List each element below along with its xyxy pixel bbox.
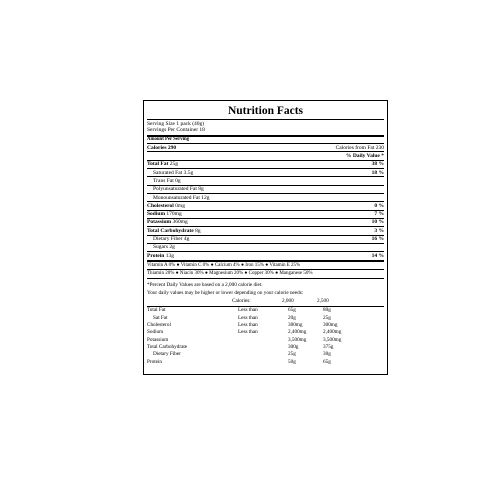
- nutrient-dv: 10 %: [371, 219, 384, 226]
- table-cell: Sat Fat: [153, 314, 168, 321]
- table-row: [147, 360, 358, 367]
- nutrient-dv: 3 %: [374, 227, 384, 234]
- nutrient-amount: 8g: [198, 186, 204, 193]
- calories-text: Calories 290: [147, 144, 177, 151]
- nutrient-amount: 0mg: [175, 202, 185, 209]
- table-cell: 65g: [288, 307, 296, 314]
- table-cell: 2,400mg: [323, 329, 342, 336]
- table-cell: 65g: [323, 358, 331, 365]
- nutrient-row-trans-fat: [147, 177, 384, 184]
- nutrient-label: Protein: [147, 252, 165, 259]
- table-cell: Cholesterol: [147, 322, 171, 329]
- nutrient-amount: 2g: [169, 244, 175, 251]
- nutrient-label: Saturated Fat: [153, 169, 183, 176]
- table-cell: Sodium: [147, 329, 164, 336]
- footnote: [147, 283, 384, 367]
- table-cell: 3,500mg: [288, 336, 307, 343]
- label-title: Nutrition Facts: [227, 105, 304, 117]
- table-cell: 3,500mg: [323, 336, 342, 343]
- nutrient-label: Sodium: [147, 211, 166, 218]
- footnote-line-1: *Percent Daily Values are based on a 2,000 calorie diet.: [147, 282, 263, 289]
- table-cell: Potassium: [147, 336, 169, 343]
- table-header-row: [147, 299, 352, 306]
- nutrient-row-cholesterol: [147, 202, 384, 209]
- table-cell: [238, 360, 288, 367]
- nutrient-row-potassium: [147, 219, 384, 226]
- nutrient-amount: 4g: [183, 236, 190, 243]
- table-cell: Protein: [147, 358, 162, 365]
- nutrient-dv: 16 %: [371, 236, 384, 243]
- nutrient-amount: 360mg: [172, 219, 188, 226]
- nutrient-row-poly-fat: [147, 186, 384, 193]
- vitamins-line-1: Vitamin A 0% ● Vitamin C 0% ● Calcium 4% ● Iron 15% ● Vitamin E 25%: [147, 262, 301, 268]
- nutrient-amount: 13g: [165, 252, 174, 259]
- footnote-line-2: Your daily values may be higher or lower depending on your calorie needs:: [147, 289, 304, 296]
- nutrition-facts-label: [143, 100, 388, 375]
- nutrient-amount: 25g: [169, 161, 178, 168]
- table-cell: 30g: [323, 351, 331, 358]
- nutrient-amount: 8g: [195, 227, 201, 234]
- table-cell: Total Fat: [147, 307, 166, 314]
- nutrient-row-sodium: [147, 211, 384, 218]
- nutrient-dv: 14 %: [371, 252, 384, 259]
- nutrient-row-fiber: [147, 236, 384, 243]
- table-cell: Calories:: [232, 297, 251, 304]
- table-cell: Dietary Fiber: [153, 351, 181, 358]
- nutrient-amount: 0g: [175, 177, 181, 184]
- nutrient-label: Sugars: [153, 244, 168, 251]
- nutrient-amount: 12g: [201, 194, 210, 201]
- nutrient-row-protein: [147, 252, 384, 259]
- nutrient-label: Polyunsaturated Fat: [153, 186, 197, 193]
- table-cell: 300mg: [323, 322, 338, 329]
- nutrient-dv: 7 %: [374, 211, 384, 218]
- calories-row: [147, 144, 384, 151]
- nutrient-row-total-fat: [147, 161, 384, 168]
- table-cell: 300mg: [288, 322, 303, 329]
- vitamins-line-2: Thiamin 20% ● Niacin 30% ● Magnesium 20% ● Copper 30% ● Manganese 50%: [147, 271, 313, 277]
- table-cell: 20g: [288, 314, 296, 321]
- nutrient-label: Monounsaturated Fat: [153, 194, 200, 201]
- table-cell: 80g: [323, 307, 331, 314]
- table-cell: 2,000: [282, 297, 294, 304]
- serving-size: Serving Size 1 pack (40g): [147, 121, 205, 127]
- nutrient-amount: 3.5g: [183, 169, 194, 176]
- nutrient-label: Cholesterol: [147, 202, 174, 209]
- nutrient-label: Trans Fat: [153, 177, 174, 184]
- nutrient-label: Total Fat: [147, 161, 169, 168]
- amount-per-serving: Amount Per Serving: [147, 137, 190, 143]
- table-cell: Less than: [238, 307, 258, 314]
- daily-value-header: % Daily Value *: [345, 152, 384, 159]
- table-cell: [147, 299, 232, 306]
- daily-values-body: [147, 308, 358, 367]
- table-cell: [238, 352, 288, 359]
- table-cell: [238, 345, 288, 352]
- table-cell: Less than: [238, 322, 258, 329]
- nutrient-row-sat-fat: [147, 169, 384, 176]
- table-cell: 2,400mg: [288, 329, 307, 336]
- table-cell: 50g: [288, 358, 296, 365]
- nutrient-label: Dietary Fiber: [153, 236, 183, 243]
- servings-per-container: Servings Per Container 18: [147, 127, 205, 134]
- nutrient-label: Potassium: [147, 219, 172, 226]
- nutrient-dv: 0 %: [374, 202, 384, 209]
- table-cell: 25g: [288, 351, 296, 358]
- nutrient-dv: 38 %: [371, 161, 384, 168]
- nutrient-label: Total Carbohydrate: [147, 227, 194, 234]
- table-cell: 300g: [288, 344, 299, 351]
- table-cell: Total Carbohydrate: [147, 344, 188, 351]
- calories-from-fat: Calories from Fat 230: [335, 144, 384, 151]
- daily-values-table: [147, 299, 352, 306]
- nutrient-row-sugars: [147, 244, 384, 251]
- table-cell: [238, 338, 288, 345]
- table-cell: 25g: [323, 314, 331, 321]
- nutrient-amount: 170mg: [166, 211, 182, 218]
- table-cell: 2,500: [317, 297, 329, 304]
- nutrient-row-total-carb: [147, 227, 384, 234]
- nutrient-dv: 18 %: [371, 169, 384, 176]
- table-cell: Less than: [238, 314, 258, 321]
- nutrient-row-mono-fat: [147, 194, 384, 201]
- table-cell: 375g: [323, 344, 334, 351]
- table-cell: Less than: [238, 329, 258, 336]
